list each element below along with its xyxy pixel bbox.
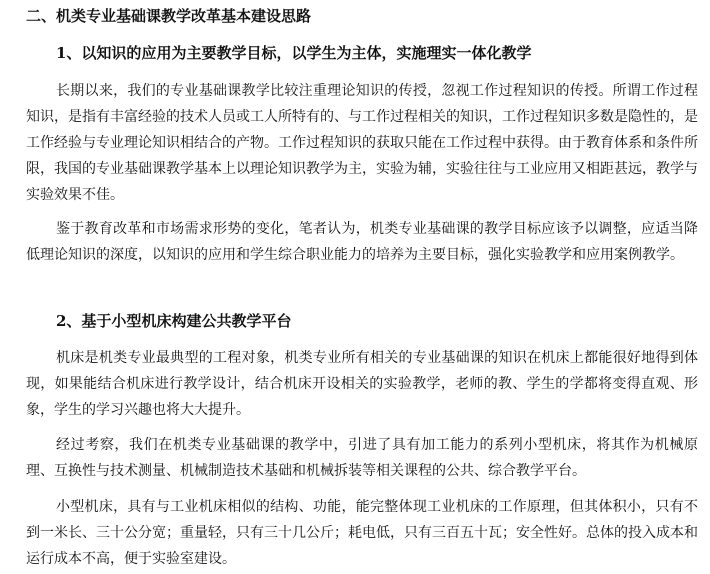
section-heading: 二、机类专业基础课教学改革基本建设思路 [26, 7, 312, 25]
paragraph: 小型机床，具有与工业机床相似的结构、功能，能完整体现工业机床的工作原理，但其体积小，只有不到一米长、三十公分宽；重量轻，只有三十几公斤；耗电低，只有三百五十瓦；安全性好。总体的投入成本和运行成本不高，便于实验室建设。 [26, 499, 698, 567]
paragraph: 机床是机类专业最典型的工程对象，机类专业所有相关的专业基础课的知识在机床上都能很好地得到体现，如果能结合机床进行教学设计，结合机床开设相关的实验教学，老师的教、学生的学都将变得直观、形象，学生的学习兴趣也将大大提升。 [26, 350, 698, 418]
paragraph: 长期以来，我们的专业基础课教学比较注重理论知识的传授，忽视工作过程知识的传授。所谓工作过程知识，是指有丰富经验的技术人员或工人所特有的、与工作过程相关的知识，工作过程知识多数是隐性的，是工作经验与专业理论知识相结合的产物。工作过程知识的获取只能在工作过程中获得。由于教育体系和条件所限，我国的专业基础课教学基本上以理论知识教学为主，实验为辅，实验往往与工业应用又相距甚远，教学与实验效果不佳。 [26, 83, 698, 203]
subsection-heading-1: 1、以知识的应用为主要教学目标，以学生为主体，实施理实一体化教学 [56, 44, 532, 62]
subsection-heading-2: 2、基于小型机床构建公共教学平台 [56, 312, 292, 330]
paragraph: 鉴于教育改革和市场需求形势的变化，笔者认为，机类专业基础课的教学目标应该予以调整，应适当降低理论知识的深度，以知识的应用和学生综合职业能力的培养为主要目标，强化实验教学和应用案例教学。 [26, 221, 698, 263]
paragraph: 经过考察，我们在机类专业基础课的教学中，引进了具有加工能力的系列小型机床，将其作为机械原理、互换性与技术测量、机械制造技术基础和机械拆装等相关课程的公共、综合教学平台。 [26, 437, 698, 479]
